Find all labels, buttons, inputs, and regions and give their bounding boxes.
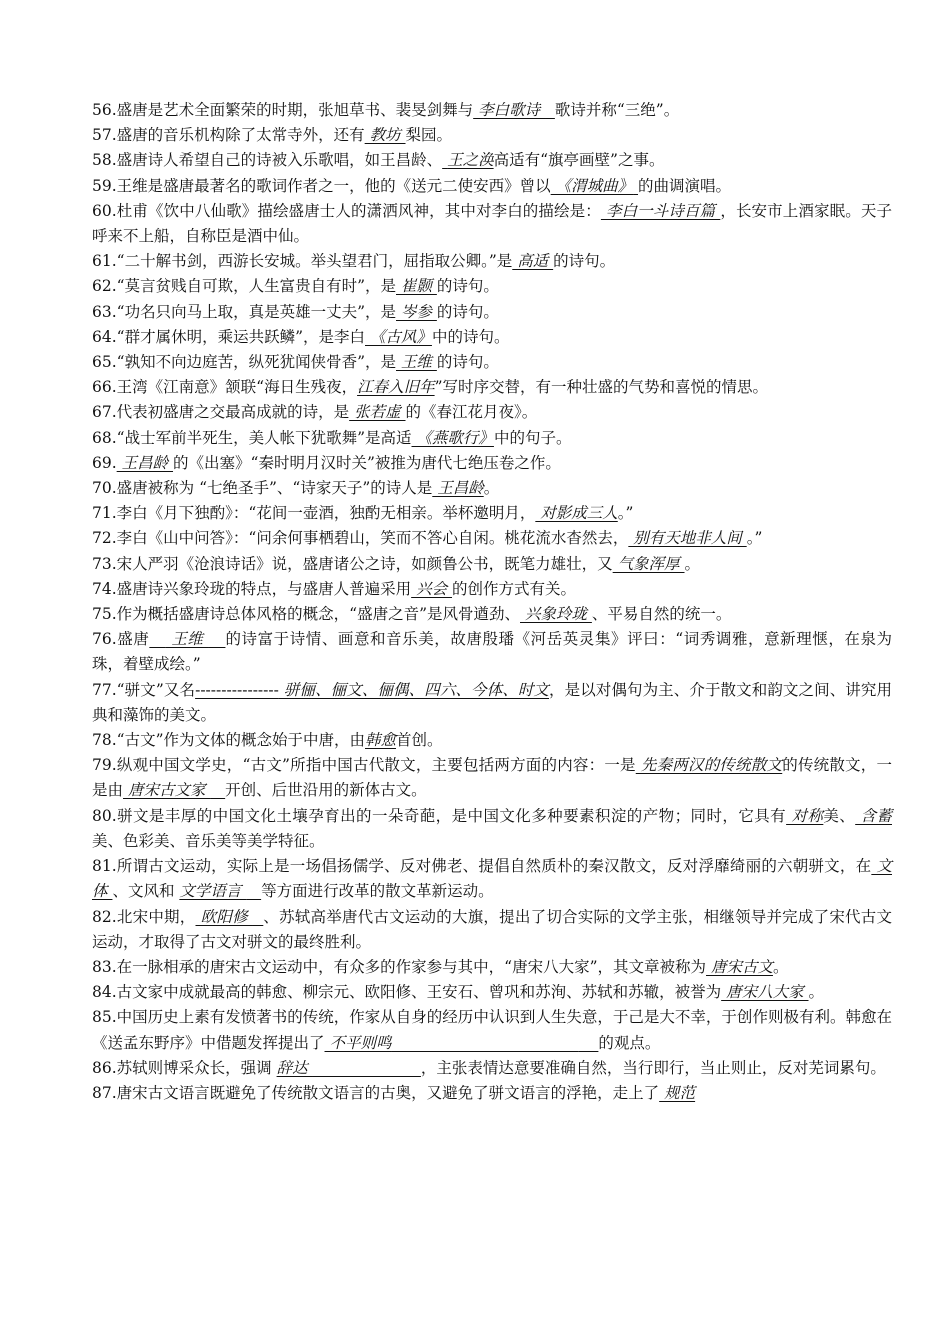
question-text: 56.盛唐是艺术全面繁荣的时期，张旭草书、裴旻剑舞与 xyxy=(92,101,474,119)
answer-blank: 王昌龄 xyxy=(116,453,174,472)
question-text: 80.骈文是丰厚的中国文化土壤孕育出的一朵奇葩，是中国文化多种要素积淀的产物；同时，它具有 xyxy=(92,806,787,825)
question-item xyxy=(92,476,892,501)
blank-line xyxy=(246,882,261,900)
question-item xyxy=(92,375,892,400)
answer-blank: 兴象玲珑 xyxy=(520,605,592,624)
answer-blank: 辞达 xyxy=(276,1058,313,1077)
question-text: 高适有“旗亭画壁”之事。 xyxy=(493,151,665,170)
question-text: 70.盛唐被称为 “七绝圣手”、“诗家天子”的诗人是 xyxy=(92,479,433,498)
question-text: 、文风和 xyxy=(112,882,180,901)
question-text: 61.“二十解书剑，西游长安城。举头望君门，屈指取公卿。”是 xyxy=(92,252,513,271)
question-item xyxy=(92,274,892,299)
question-text: 59.王维是盛唐最著名的歌词作者之一，他的《送元二使安西》曾以 xyxy=(92,176,551,195)
question-item xyxy=(92,728,892,753)
question-text: 的《春江花月夜》。 xyxy=(405,403,538,422)
question-text: 的诗句。 xyxy=(553,252,616,271)
question-text: 的曲调演唱。 xyxy=(638,176,732,195)
question-item xyxy=(92,905,892,955)
question-item xyxy=(92,325,892,350)
question-text: 62.“莫言贫贱自可欺，人生富贵自有时”，是 xyxy=(92,277,396,296)
answer-blank: 文体 xyxy=(92,857,892,901)
answer-blank: 张若虚 xyxy=(349,403,406,422)
question-text: 79.纵观中国文学史，“古文”所指中国古代散文，主要包括两方面的内容：一是 xyxy=(92,756,636,775)
question-list xyxy=(92,98,892,1106)
question-text: 84.古文家中成就最高的韩愈、柳宗元、欧阳修、王安石、曾巩和苏洵、苏轼和苏辙，被誉为 xyxy=(92,983,722,1002)
blank-line xyxy=(313,1059,421,1077)
question-text: 歌诗并称“三绝”。 xyxy=(554,101,680,119)
question-text: 66.王湾《江南意》颔联“海日生残夜， xyxy=(92,378,358,397)
blank-line xyxy=(209,630,225,648)
answer-blank: 王昌龄 xyxy=(432,479,484,498)
answer-blank: 对称 xyxy=(786,806,824,825)
blank-line xyxy=(210,781,225,799)
blank-line xyxy=(545,101,555,119)
question-item xyxy=(92,451,892,476)
question-item xyxy=(92,577,892,602)
answer-blank: 唐宋古文 xyxy=(706,957,773,976)
question-text: 85.中国历史上素有发愤著书的传统，作家从自身的经历中认识到人生失意，于己是大不幸，于创作则极有利。韩愈在《送孟东野序》中借题发挥提出了 xyxy=(92,1008,892,1052)
blank-line xyxy=(391,1034,578,1052)
question-item xyxy=(92,804,892,854)
question-item xyxy=(92,174,892,199)
question-text: 72.李白《山中问答》：“问余何事栖碧山，笑而不答心自闲。桃花流水杳然去， xyxy=(92,529,629,548)
answer-blank: 李白一斗诗百篇 xyxy=(600,201,721,220)
question-text: 75.作为概括盛唐诗总体风格的概念，“盛唐之音”是风骨遒劲、 xyxy=(92,605,521,624)
question-text: 中的句子。 xyxy=(493,428,572,447)
question-text: 81.所谓古文运动，实际上是一场倡扬儒学、反对佛老、提倡自然质朴的秦汉散文，反对浮靡绮丽的六朝骈文，在 xyxy=(92,857,872,876)
question-item xyxy=(92,98,892,123)
question-text: 86.苏轼则博采众长，强调 xyxy=(92,1058,277,1077)
blank-line xyxy=(149,630,165,648)
question-item xyxy=(92,1081,892,1106)
question-text: 梨园。 xyxy=(405,126,453,145)
question-item xyxy=(92,955,892,980)
question-item xyxy=(92,199,892,249)
answer-blank: 欧阳修 xyxy=(195,907,253,926)
question-text: 中的诗句。 xyxy=(431,327,510,346)
question-text: 开创、后世沿用的新体古文。 xyxy=(225,781,427,800)
question-text: 、苏轼高举唐代古文运动的大旗，提出了切合实际的文学主张，相继领导并完成了宋代古文运动，才取得了古文对骈文的最终胜利。 xyxy=(92,907,893,951)
answer-blank: 岑参 xyxy=(396,302,437,321)
answer-blank: 骈俪、俪文、俪偶、四六、今体、时文 xyxy=(278,680,550,699)
question-text: ，是以对偶句为主、介于散文和韵文之间、讲究用典和藻饰的美文。 xyxy=(92,680,893,724)
answer-blank: 唐宋八大家 xyxy=(721,983,809,1002)
question-item xyxy=(92,854,892,904)
question-text: 63.“功名只向马上取，真是英雄一丈夫”，是 xyxy=(92,302,396,321)
question-item xyxy=(92,678,892,728)
question-text: 76.盛唐 xyxy=(92,630,150,649)
question-text: ，长安市上酒家眠。天子呼来不上船，自称臣是酒中仙。 xyxy=(92,201,892,246)
answer-blank: 李白歌诗 xyxy=(473,101,546,119)
question-text: 、平易自然的统一。 xyxy=(591,605,732,624)
answer-blank: 含蓄 xyxy=(855,806,892,825)
question-text: ”写时序交替，有一种壮盛的气势和喜悦的情思。 xyxy=(434,378,769,397)
question-text: 。” xyxy=(746,529,763,548)
question-item xyxy=(92,400,892,425)
answer-blank: 教坊 xyxy=(364,126,406,145)
answer-blank: 崔颢 xyxy=(396,277,437,296)
question-text: 美、色彩美、音乐美等美学特征。 xyxy=(92,831,325,850)
question-text: 。 xyxy=(684,554,701,573)
blank-line xyxy=(253,908,263,926)
answer-blank: 气象浑厚 xyxy=(612,554,685,573)
question-item xyxy=(92,526,892,551)
question-text: 60.杜甫《饮中八仙歌》描绘盛唐士人的潇洒风神，其中对李白的描绘是： xyxy=(92,201,601,220)
answer-blank: 唐宋古文家 xyxy=(123,781,211,800)
answer-blank: 文学语言 xyxy=(179,882,247,901)
question-item xyxy=(92,123,892,148)
answer-blank: 规范 xyxy=(659,1083,696,1102)
question-text: 69. xyxy=(92,453,117,472)
answer-blank: 王维 xyxy=(165,630,209,649)
question-text: 68.“战士军前半死生，美人帐下犹歌舞”是高适 xyxy=(92,428,412,447)
blank-line xyxy=(579,1034,599,1052)
question-text: 的观点。 xyxy=(598,1033,661,1052)
answer-blank: 王维 xyxy=(396,353,437,372)
answer-blank: 别有天地非人间 xyxy=(628,529,747,548)
answer-blank: 高适 xyxy=(512,252,554,271)
question-text: ，主张表情达意要准确自然，当行即行，当止则止，反对芜词累句。 xyxy=(420,1058,886,1077)
question-text: 57.盛唐的音乐机构除了太常寺外，还有 xyxy=(92,126,365,145)
question-text: 的诗句。 xyxy=(436,353,499,372)
question-text: 的诗句。 xyxy=(436,302,499,321)
answer-blank: 韩愈 xyxy=(365,731,397,750)
question-text: 74.盛唐诗兴象玲珑的特点，与盛唐人普遍采用 xyxy=(92,579,412,598)
question-item xyxy=(92,148,892,173)
question-item xyxy=(92,1056,892,1081)
question-item xyxy=(92,627,892,677)
question-text: 73.宋人严羽《沧浪诗话》说，盛唐诸公之诗，如颜鲁公书，既笔力雄壮，又 xyxy=(92,554,613,573)
question-text: 58.盛唐诗人希望自己的诗被入乐歌唱，如王昌龄、 xyxy=(92,151,443,170)
question-text: 。 xyxy=(483,479,500,498)
question-text: 82.北宋中期， xyxy=(92,907,196,926)
question-item xyxy=(92,350,892,375)
question-item xyxy=(92,249,892,274)
question-text: 64.“群才属休明，乘运共跃鳞”，是李白 xyxy=(92,327,365,346)
question-text: 。 xyxy=(772,957,789,976)
question-item xyxy=(92,300,892,325)
question-item xyxy=(92,602,892,627)
question-text: 83.在一脉相承的唐宋古文运动中，有众多的作家参与其中，“唐宋八大家”，其文章被称为 xyxy=(92,957,707,976)
question-text: 等方面进行改革的散文革新运动。 xyxy=(261,882,494,901)
answer-blank: 江春入旧年 xyxy=(357,378,435,397)
answer-blank: 不平则鸣 xyxy=(324,1033,392,1052)
answer-blank: 《渭城曲》 xyxy=(550,176,634,195)
question-text: 65.“孰知不向边庭苦，纵死犹闻侠骨香”，是 xyxy=(92,353,396,372)
question-text: 。” xyxy=(617,504,634,523)
question-text: 的创作方式有关。 xyxy=(452,579,577,598)
question-text: 的诗富于诗情、画意和音乐美，故唐殷璠《河岳英灵集》评曰：“词秀调雅，意新理惬，在泉为珠，着壁成绘。” xyxy=(92,630,893,674)
question-text: 87.唐宋古文语言既避免了传统散文语言的古奥，又避免了骈文语言的浮艳，走上了 xyxy=(92,1083,660,1102)
answer-blank: 对影成三人 xyxy=(535,504,618,523)
question-text: 71.李白《月下独酌》：“花间一壶酒，独酌无相亲。举杯邀明月， xyxy=(92,504,536,523)
question-item xyxy=(92,980,892,1005)
question-item xyxy=(92,426,892,451)
question-item xyxy=(92,753,892,803)
answer-blank: 兴会 xyxy=(411,579,453,598)
answer-blank: 《燕歌行》 xyxy=(411,428,494,447)
question-text: 。 xyxy=(808,983,825,1002)
question-text: 首创。 xyxy=(396,731,443,750)
question-text: 美、 xyxy=(823,806,856,825)
question-item xyxy=(92,552,892,577)
question-text: 的诗句。 xyxy=(436,277,499,296)
answer-blank: 先秦两汉的传统散文 xyxy=(635,756,783,775)
question-text: 67.代表初盛唐之交最高成就的诗，是 xyxy=(92,403,350,422)
question-item xyxy=(92,1005,892,1055)
question-text: 77.“骈文”又名 xyxy=(92,680,196,699)
blank-line: ---------------- xyxy=(195,680,279,699)
question-text: 的传统散文，一是由 xyxy=(92,756,892,800)
question-text: 78.“古文”作为文体的概念始于中唐，由 xyxy=(92,731,365,750)
question-item xyxy=(92,501,892,526)
answer-blank: 王之涣 xyxy=(447,151,494,170)
answer-blank: 《古风》 xyxy=(365,327,432,346)
question-text: 的《出塞》“秦时明月汉时关”被推为唐代七绝压卷之作。 xyxy=(173,453,561,472)
